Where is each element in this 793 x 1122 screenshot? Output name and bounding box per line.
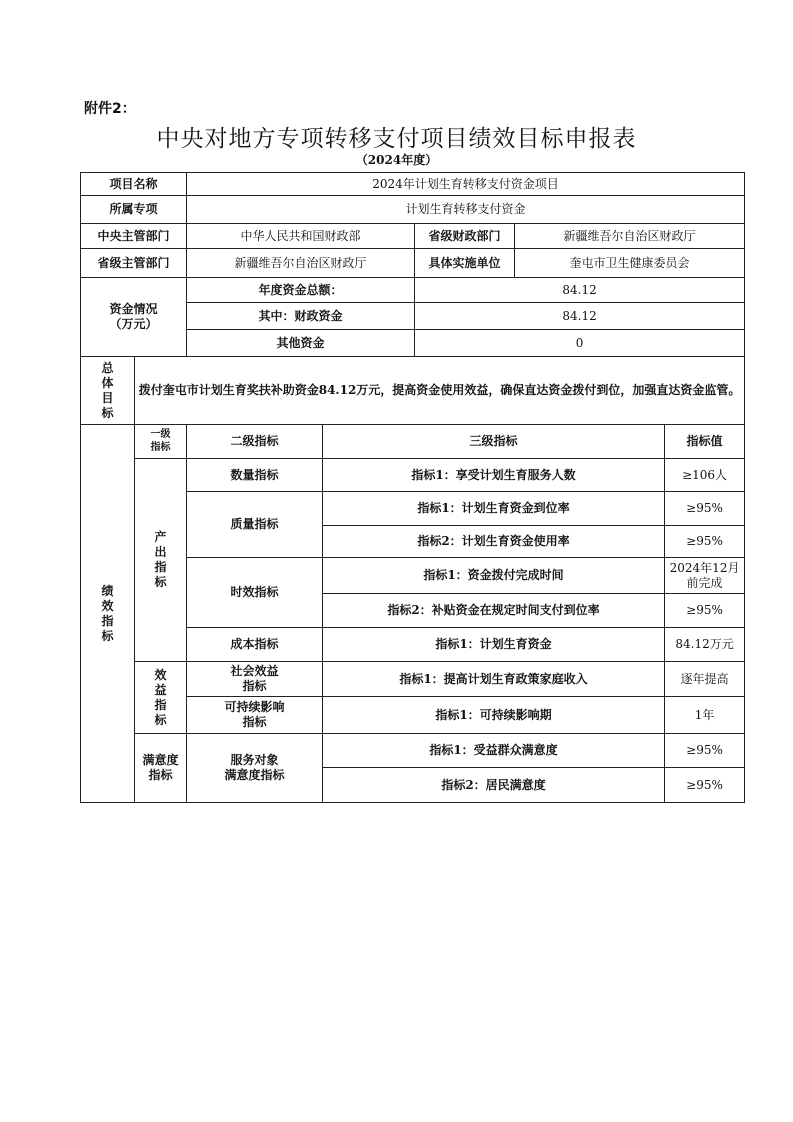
level3-cell: 指标2：居民满意度 [323, 768, 665, 803]
level2-cell: 数量指标 [187, 459, 323, 492]
level2-cell: 可持续影响 指标 [187, 697, 323, 734]
row-special [81, 196, 745, 224]
central-dept-label: 中央主管部门 [81, 224, 187, 249]
header-value: 指标值 [665, 425, 745, 459]
special-value: 计划生育转移支付资金 [187, 196, 745, 224]
level3-cell: 指标1：计划生育资金 [323, 628, 665, 662]
funds-total-value: 84.12 [415, 278, 745, 303]
level3-cell: 指标2：补贴资金在规定时间支付到位率 [323, 594, 665, 628]
value-cell: ≥95% [665, 492, 745, 526]
value-cell: ≥95% [665, 594, 745, 628]
central-dept-value: 中华人民共和国财政部 [187, 224, 415, 249]
satisfaction-label: 满意度 指标 [135, 734, 187, 803]
attachment-label: 附件2： [84, 101, 136, 117]
funds-other-label: 其他资金 [187, 330, 415, 357]
funds-label [81, 278, 187, 357]
funds-total-label: 年度资金总额： [187, 278, 415, 303]
value-cell: 逐年提高 [665, 662, 745, 697]
value-cell: ≥95% [665, 768, 745, 803]
benefit-label: 效 益 指 标 [135, 662, 187, 734]
funds-label-line2: （万元） [109, 317, 158, 331]
table-row [81, 459, 745, 492]
impl-unit-label: 具体实施单位 [415, 249, 515, 278]
output-label: 产 出 指 标 [135, 459, 187, 662]
special-label: 所属专项 [81, 196, 187, 224]
prov-dept-value: 新疆维吾尔自治区财政厅 [187, 249, 415, 278]
value-cell: 84.12万元 [665, 628, 745, 662]
table-row [81, 734, 745, 768]
level3-cell: 指标1：资金拨付完成时间 [323, 558, 665, 594]
funds-label-line1: 资金情况 [109, 302, 158, 316]
value-cell: ≥106人 [665, 459, 745, 492]
funds-finance-label: 其中：财政资金 [187, 303, 415, 330]
funds-finance-value: 84.12 [415, 303, 745, 330]
level2-cell: 服务对象 满意度指标 [187, 734, 323, 803]
level3-cell: 指标1：计划生育资金到位率 [323, 492, 665, 526]
level3-cell: 指标1：可持续影响期 [323, 697, 665, 734]
row-perf-header [81, 425, 745, 459]
row-project-name [81, 173, 745, 196]
performance-label: 绩 效 指 标 [81, 425, 135, 803]
row-prov-dept [81, 249, 745, 278]
goal-label: 总 体 目 标 [81, 357, 135, 425]
table-row [81, 662, 745, 697]
level3-cell: 指标1：提高计划生育政策家庭收入 [323, 662, 665, 697]
goal-text: 拨付奎屯市计划生育奖扶补助资金84.12万元，提高资金使用效益，确保直达资金拨付到位，加强直达资金监管。 [135, 357, 745, 425]
row-funds-total [81, 278, 745, 303]
value-cell: ≥95% [665, 526, 745, 558]
prov-finance-value: 新疆维吾尔自治区财政厅 [515, 224, 745, 249]
impl-unit-value: 奎屯市卫生健康委员会 [515, 249, 745, 278]
header-level3: 三级指标 [323, 425, 665, 459]
value-cell: ≥95% [665, 734, 745, 768]
level3-cell: 指标1：受益群众满意度 [323, 734, 665, 768]
row-goal [81, 357, 745, 425]
performance-table [80, 172, 745, 803]
prov-dept-label: 省级主管部门 [81, 249, 187, 278]
level2-cell: 社会效益 指标 [187, 662, 323, 697]
value-cell: 1年 [665, 697, 745, 734]
row-central-dept [81, 224, 745, 249]
value-cell: 2024年12月前完成 [665, 558, 745, 594]
header-level2: 二级指标 [187, 425, 323, 459]
level2-cell: 时效指标 [187, 558, 323, 628]
project-name-label: 项目名称 [81, 173, 187, 196]
funds-other-value: 0 [415, 330, 745, 357]
level3-cell: 指标2：计划生育资金使用率 [323, 526, 665, 558]
level2-cell: 成本指标 [187, 628, 323, 662]
prov-finance-label: 省级财政部门 [415, 224, 515, 249]
project-name-value: 2024年计划生育转移支付资金项目 [187, 173, 745, 196]
page-title: 中央对地方专项转移支付项目绩效目标申报表 [156, 126, 637, 152]
level3-cell: 指标1：享受计划生育服务人数 [323, 459, 665, 492]
level2-cell: 质量指标 [187, 492, 323, 558]
header-level1: 一级 指标 [135, 425, 187, 459]
year-label: （2024年度） [355, 153, 438, 167]
